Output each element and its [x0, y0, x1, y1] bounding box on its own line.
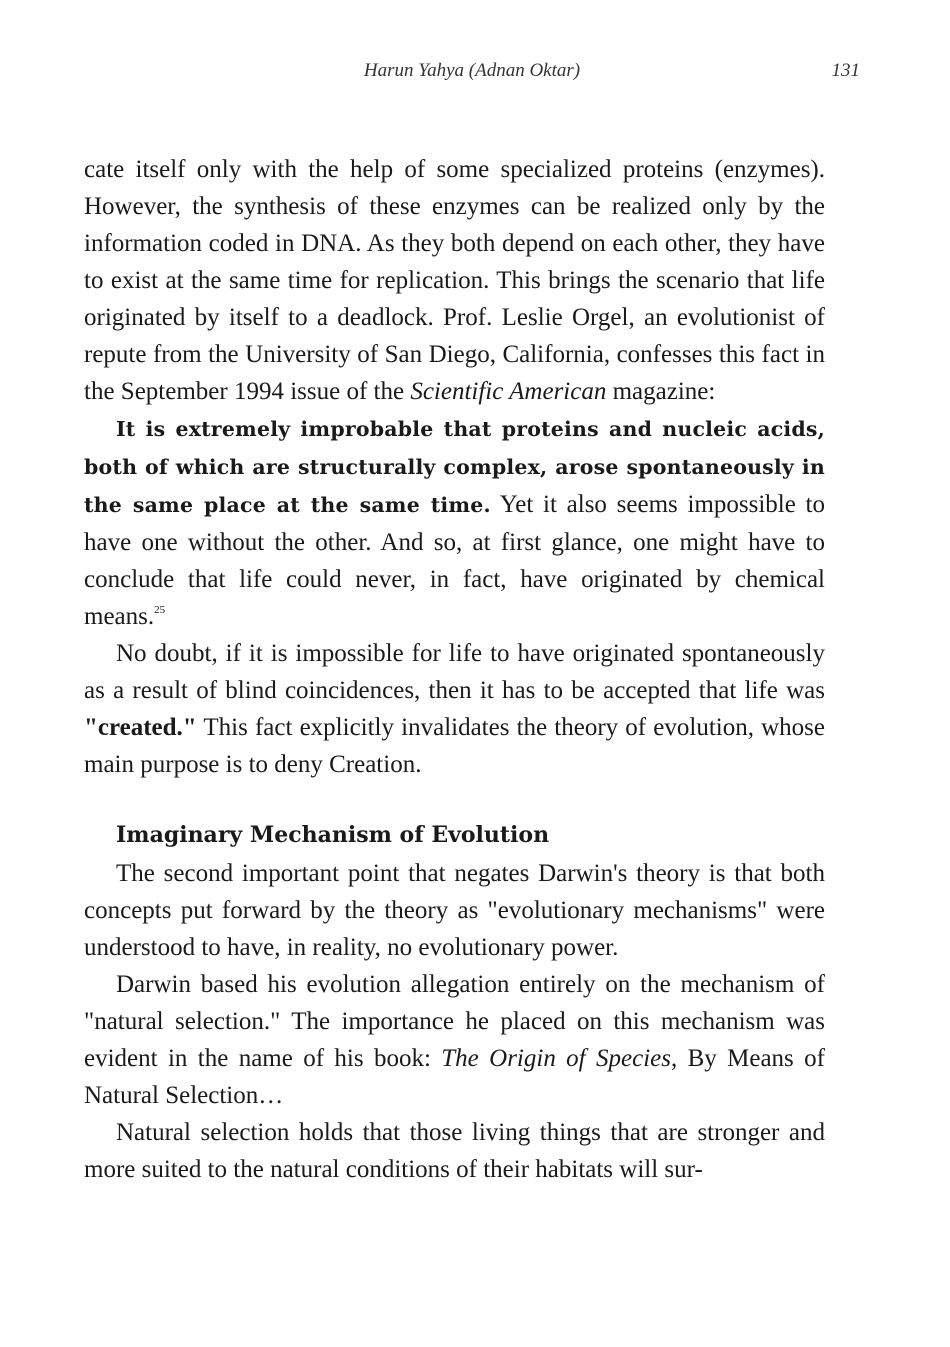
section-heading: Imaginary Mechanism of Evolution	[116, 822, 550, 848]
body-text	[84, 151, 825, 1188]
paragraph-1-text-b: magazine:	[606, 378, 716, 405]
paragraph-4-text-a: Darwin based his evolution allegation entirely on the mechanism of "natural selection." The importance he placed on this mechanism was evident in the name of his book:	[84, 971, 825, 1072]
paragraph-1	[84, 151, 825, 410]
paragraph-1-text-a: cate itself only with the help of some specialized proteins (enzymes). However, the synthesis of these enzymes can be realized only by the information coded in DNA. As they both depend on each other, they have to exist at the same time for replication. This brings the scenario that life originated by itself to a deadlock. Prof. Leslie Orgel, an evolutionist of repute from the University of San Diego, California, confesses this fact in the September 1994 issue of the	[84, 156, 825, 405]
footnote-marker: 25	[154, 604, 166, 616]
quotation-bold: It is extremely improbable that proteins and nucleic acids, both of which are structurally complex, arose spontaneously in the same place at the same time.	[84, 417, 825, 517]
paragraph-3: The second important point that negates Darwin's theory is that both concepts put forward by the theory as "evolutionary mechanisms" were understood to have, in reality, no evolutionary power.	[84, 860, 825, 961]
quotation	[84, 410, 825, 635]
created-emphasis: "created."	[84, 714, 197, 741]
paragraph-2	[84, 635, 825, 783]
paragraph-5: Natural selection holds that those living things that are stronger and more suited to the natural conditions of their habitats will sur-	[84, 1119, 825, 1183]
page-header	[84, 60, 860, 90]
quotation-rest: Yet it also seems impossible to have one without the other. And so, at first glance, one might have to conclude that life could never, in fact, have originated by chemical means.	[84, 491, 825, 630]
paragraph-4-text-b: , By Means of Natural Selection…	[84, 1045, 825, 1109]
page-number: 131	[831, 60, 860, 81]
running-head: Harun Yahya (Adnan Oktar)	[363, 60, 581, 81]
paragraph-2-text-a: No doubt, if it is impossible for life to have originated spontaneously as a result of blind coincidences, then it has to be accepted that life was	[84, 640, 825, 704]
paragraph-4	[84, 966, 825, 1114]
magazine-title: Scientific American	[410, 378, 607, 405]
book-title: The Origin of Species	[441, 1045, 671, 1072]
paragraph-2-text-b: This fact explicitly invalidates the theory of evolution, whose main purpose is to deny Creation.	[84, 714, 825, 778]
